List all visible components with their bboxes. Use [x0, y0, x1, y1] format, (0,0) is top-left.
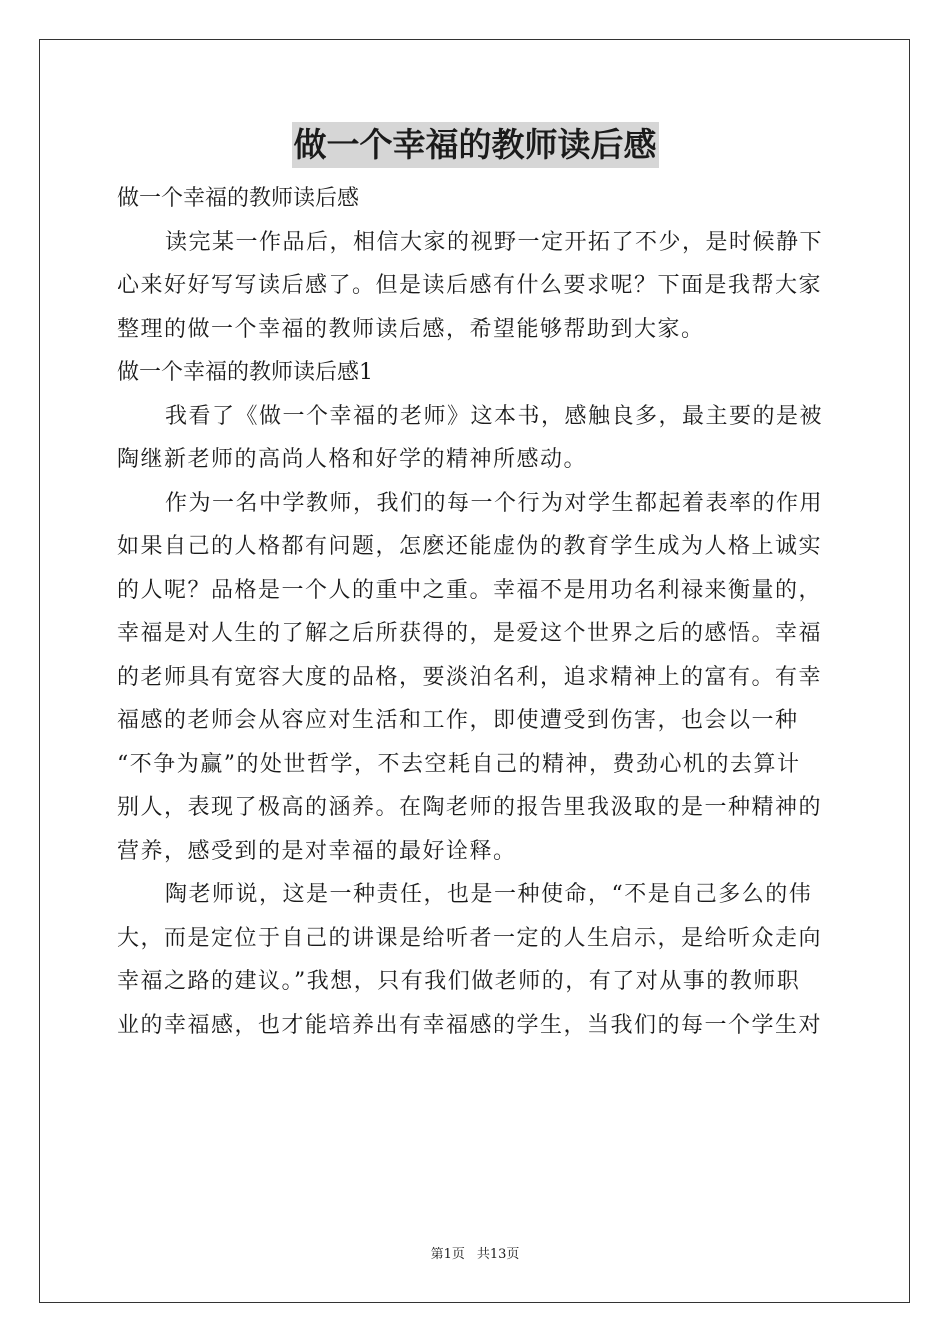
text-line: “不争为赢”的处世哲学，不去空耗自己的精神，费劲心机的去算计 — [117, 751, 801, 777]
text-line: 陶继新老师的高尚人格和好学的精神所感动。 — [117, 447, 588, 472]
page-total: 共13页 — [476, 1247, 520, 1262]
section-heading: 做一个幸福的教师读后感 — [117, 186, 360, 211]
page-number: 第1页 — [430, 1247, 465, 1262]
text-line: 大，而是定位于自己的讲课是给听者一定的人生启示，是给听众走向 — [117, 925, 823, 951]
text-line: 幸福是对人生的了解之后所获得的，是爱这个世界之后的感悟。幸福 — [117, 621, 823, 646]
text-line: 整理的做一个幸福的教师读后感，希望能够帮助到大家。 — [117, 316, 705, 342]
text-line: 的人呢？品格是一个人的重中之重。幸福不是用功名利禄来衡量的， — [117, 577, 823, 603]
text-line: 心来好好写写读后感了。但是读后感有什么要求呢？下面是我帮大家 — [117, 273, 823, 298]
text-line: 作为一名中学教师，我们的每一个行为对学生都起着表率的作用 — [165, 490, 824, 516]
text-line: 业的幸福感，也才能培养出有幸福感的学生，当我们的每一个学生对 — [117, 1012, 823, 1038]
document-title: 做一个幸福的教师读后感 — [292, 122, 659, 168]
section-heading: 做一个幸福的教师读后感1 — [117, 360, 373, 385]
text-line: 别人，表现了极高的涵养。在陶老师的报告里我汲取的是一种精神的 — [117, 795, 823, 820]
text-line: 陶老师说，这是一种责任，也是一种使命，“不是自己多么的伟 — [165, 882, 813, 907]
text-line: 营养，感受到的是对幸福的最好诠释。 — [117, 838, 517, 864]
page-footer — [0, 1246, 950, 1264]
text-line: 福感的老师会从容应对生活和工作，即使遭受到伤害，也会以一种 — [117, 708, 799, 733]
text-line: 的老师具有宽容大度的品格，要淡泊名利，追求精神上的富有。有幸 — [117, 664, 823, 690]
document-body — [117, 177, 833, 1047]
title-area — [0, 122, 950, 168]
text-line: 读完某一作品后，相信大家的视野一定开拓了不少，是时候静下 — [165, 229, 824, 255]
text-line: 如果自己的人格都有问题，怎麽还能虚伪的教育学生成为人格上诚实 — [117, 534, 823, 559]
text-line: 我看了《做一个幸福的老师》这本书，感触良多，最主要的是被 — [165, 403, 824, 429]
text-line: 幸福之路的建议。”我想，只有我们做老师的，有了对从事的教师职 — [117, 969, 801, 994]
